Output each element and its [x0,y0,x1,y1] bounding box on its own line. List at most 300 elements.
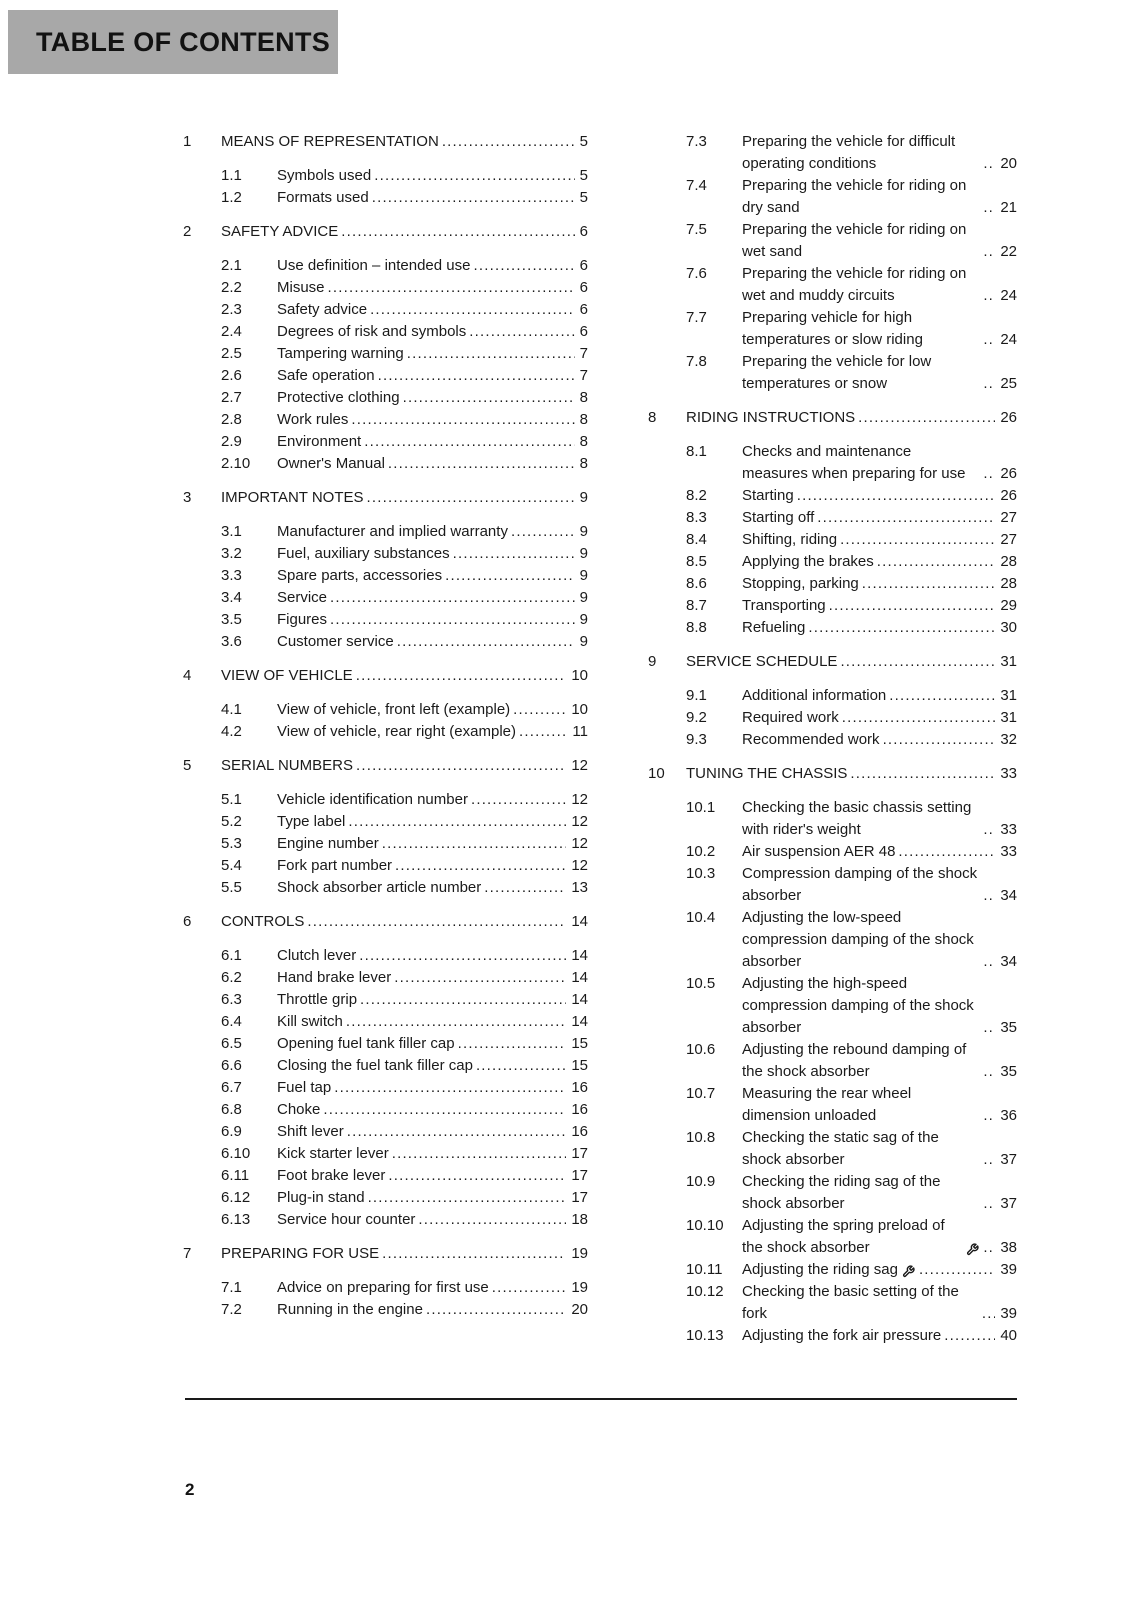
entry-page: 27 [1000,531,1017,548]
entry-title: Additional information [742,687,887,704]
toc-subentry-row [183,721,588,743]
footer-divider [185,1398,1017,1400]
entry-title: Checking the basic chassis setting with rider's weight [742,799,972,838]
entry-page: 26 [1000,409,1017,426]
dot-leader [817,507,995,529]
dot-leader [469,321,574,343]
entry-title: Service hour counter [277,1211,416,1228]
entry-body [686,651,1017,673]
dot-leader [341,221,574,243]
entry-number: 4.2 [221,723,242,740]
dot-leader [382,833,567,855]
entry-body [277,1055,588,1077]
dot-leader [442,131,575,153]
entry-number: 10.11 [686,1261,723,1278]
dot-leader [883,729,996,751]
entry-title: Manufacturer and implied warranty [277,523,508,540]
entry-title: Environment [277,433,362,450]
entry-page: 9 [579,589,588,606]
entry-body [277,989,588,1011]
entry-page: 24 [1000,287,1017,304]
entry-title: Running in the engine [277,1301,423,1318]
entry-body [742,1215,1017,1259]
entry-title: CONTROLS [221,913,305,930]
toc-chapter-row [183,911,588,933]
entry-title: Foot brake lever [277,1167,386,1184]
entry-page: 20 [571,1301,588,1318]
entry-title: RIDING INSTRUCTIONS [686,409,856,426]
entry-title: Plug-in stand [277,1189,365,1206]
entry-body [221,911,588,933]
entry-body [277,631,588,653]
entry-title: SAFETY ADVICE [221,223,339,240]
entry-page: 8 [579,389,588,406]
dot-leader [983,285,995,307]
toc-subentry-row [648,617,1017,639]
toc-subentry-row [183,587,588,609]
entry-number: 2 [183,223,192,240]
entry-number: 6.6 [221,1057,242,1074]
dot-leader [382,1243,566,1265]
entry-number: 7.5 [686,221,707,238]
entry-page: 8 [579,455,588,472]
dot-leader [919,1259,995,1281]
entry-title: Adjusting the high-speed compression damping of the shock absorber [742,975,974,1036]
entry-number: 6.2 [221,969,242,986]
entry-number: 8.1 [686,443,707,460]
entry-number: 6.3 [221,991,242,1008]
entry-number: 10.9 [686,1173,716,1190]
entry-number: 10.7 [686,1085,716,1102]
entry-number: 6.1 [221,947,242,964]
entry-body [277,587,588,609]
entry-page: 12 [571,835,588,852]
toc-subentry-row [183,945,588,967]
entry-page: 38 [1000,1239,1017,1256]
entry-page: 15 [571,1057,588,1074]
entry-number: 5.5 [221,879,242,896]
dot-leader [328,277,575,299]
entry-page: 28 [1000,575,1017,592]
entry-number: 10.6 [686,1041,716,1058]
entry-body [221,131,588,153]
dot-leader [351,409,574,431]
entry-title: Spare parts, accessories [277,567,443,584]
dot-leader [840,651,995,673]
entry-page: 22 [1000,243,1017,260]
entry-title: Preparing the vehicle for riding on dry sand [742,177,967,216]
toc-subentry-row [183,877,588,899]
toc-subentry-row [648,907,1017,973]
entry-title: Adjusting the spring preload of the shock absorber [742,1217,945,1256]
entry-body [277,365,588,387]
entry-number: 5.1 [221,791,242,808]
dot-leader [983,329,995,351]
entry-page: 25 [1000,375,1017,392]
entry-title: Kick starter lever [277,1145,389,1162]
entry-body [277,1033,588,1055]
entry-page: 8 [579,411,588,428]
dot-leader [983,1149,995,1171]
entry-body [742,573,1017,595]
entry-number: 2.9 [221,433,242,450]
entry-number: 4 [183,667,192,684]
toc-subentry-row [648,131,1017,175]
toc-subentry-row [183,1143,588,1165]
entry-page: 32 [1000,731,1017,748]
dot-leader [397,631,575,653]
entry-body [742,863,1017,907]
dot-leader [445,565,575,587]
entry-page: 6 [579,223,588,240]
entry-page: 12 [571,791,588,808]
entry-page: 12 [571,857,588,874]
entry-page: 17 [571,1189,588,1206]
entry-icon [966,1243,979,1256]
entry-page: 14 [571,1013,588,1030]
entry-number: 1.1 [221,167,242,184]
entry-number: 8.2 [686,487,707,504]
dot-leader [388,1165,566,1187]
toc-subentry-row [183,543,588,565]
page-title: TABLE OF CONTENTS [36,26,331,57]
dot-leader [840,529,995,551]
entry-title: Clutch lever [277,947,357,964]
entry-body [277,1165,588,1187]
entry-body [277,1187,588,1209]
entry-page: 33 [1000,765,1017,782]
entry-title: Protective clothing [277,389,400,406]
dot-leader [983,1237,995,1259]
entry-title: Closing the fuel tank filler cap [277,1057,473,1074]
entry-page: 16 [571,1101,588,1118]
toc-subentry-row [183,1033,588,1055]
entry-page: 5 [579,133,588,150]
entry-title: Shifting, riding [742,531,838,548]
entry-number: 8.5 [686,553,707,570]
entry-title: Choke [277,1101,321,1118]
entry-title: Misuse [277,279,325,296]
toc-subentry-row [183,1299,588,1321]
entry-number: 10.4 [686,909,716,926]
toc-subentry-row [183,343,588,365]
toc-subentry-row [183,1099,588,1121]
dot-leader [367,487,575,509]
dot-leader [982,1303,995,1325]
toc-subentry-row [183,453,588,475]
dot-leader [395,855,566,877]
entry-page: 9 [579,567,588,584]
entry-title: Checking the basic setting of the fork [742,1283,959,1322]
entry-body [277,967,588,989]
dot-leader [372,187,575,209]
entry-number: 8 [648,409,657,426]
entry-body [742,529,1017,551]
dot-leader [983,373,995,395]
entry-number: 10 [648,765,665,782]
entry-body [277,1011,588,1033]
toc-subentry-row [648,529,1017,551]
entry-title: Measuring the rear wheel dimension unloaded [742,1085,912,1124]
entry-body [277,877,588,899]
toc-subentry-row [648,595,1017,617]
entry-page: 29 [1000,597,1017,614]
entry-page: 39 [1000,1305,1017,1322]
entry-title: Stopping, parking [742,575,859,592]
toc-subentry-row [648,729,1017,751]
toc-subentry-row [183,165,588,187]
toc-subentry-row [648,973,1017,1039]
dot-leader [829,595,996,617]
entry-title: Adjusting the riding sag [742,1261,898,1278]
dot-leader [471,789,566,811]
toc-subentry-row [648,1171,1017,1215]
entry-page: 31 [1000,709,1017,726]
entry-body [277,299,588,321]
entry-number: 2.10 [221,455,251,472]
entry-page: 27 [1000,509,1017,526]
entry-page: 6 [579,301,588,318]
entry-title: Preparing the vehicle for low temperatures or snow [742,353,932,392]
toc-chapter-row [183,221,588,243]
toc-chapter-row [648,651,1017,673]
entry-body [742,907,1017,973]
entry-page: 13 [571,879,588,896]
entry-number: 7.8 [686,353,707,370]
dot-leader [407,343,575,365]
entry-number: 1.2 [221,189,242,206]
toc-subentry-row [183,431,588,453]
toc-subentry-row [648,797,1017,841]
entry-title: Degrees of risk and symbols [277,323,467,340]
entry-title: Compression damping of the shock absorber [742,865,978,904]
dot-leader [983,819,995,841]
entry-number: 6.7 [221,1079,242,1096]
toc-subentry-row [183,1187,588,1209]
dot-leader [850,763,995,785]
entry-page: 30 [1000,619,1017,636]
entry-title: Adjusting the rebound damping of the shock absorber [742,1041,967,1080]
dot-leader [983,1193,995,1215]
entry-page: 10 [571,667,588,684]
entry-body [742,707,1017,729]
entry-body [277,387,588,409]
entry-page: 37 [1000,1195,1017,1212]
dot-leader [359,945,566,967]
entry-page: 33 [1000,821,1017,838]
dot-leader [983,1105,995,1127]
entry-number: 7 [183,1245,192,1262]
entry-body [742,131,1017,175]
toc-subentry-row [648,1325,1017,1347]
entry-title: Applying the brakes [742,553,874,570]
entry-number: 3.3 [221,567,242,584]
toc-subentry-row [183,1165,588,1187]
entry-page: 26 [1000,487,1017,504]
entry-title: Type label [277,813,346,830]
dot-leader [426,1299,566,1321]
entry-page: 19 [571,1245,588,1262]
entry-number: 3 [183,489,192,506]
entry-page: 26 [1000,465,1017,482]
entry-body [277,565,588,587]
toc-subentry-row [648,175,1017,219]
entry-page: 31 [1000,653,1017,670]
entry-body [742,729,1017,751]
toc-subentry-row [648,263,1017,307]
dot-leader [862,573,996,595]
dot-leader [898,841,995,863]
toc-subentry-row [183,1277,588,1299]
entry-title: Safety advice [277,301,368,318]
entry-page: 11 [572,723,588,740]
entry-title: Customer service [277,633,394,650]
toc-subentry-row [183,631,588,653]
entry-body [277,945,588,967]
dot-leader [453,543,575,565]
entry-page: 6 [579,257,588,274]
entry-title: Fuel, auxiliary substances [277,545,450,562]
table-of-contents [183,131,1017,1347]
dot-leader [458,1033,567,1055]
entry-body [277,343,588,365]
entry-title: Fork part number [277,857,393,874]
dot-leader [983,241,995,263]
entry-body [686,407,1017,429]
entry-body [686,763,1017,785]
dot-leader [394,967,566,989]
entry-number: 8.7 [686,597,707,614]
toc-subentry-row [648,351,1017,395]
entry-number: 7.1 [221,1279,242,1296]
entry-number: 10.1 [686,799,716,816]
entry-title: Formats used [277,189,369,206]
entry-page: 10 [571,701,588,718]
dot-leader [484,877,566,899]
entry-title: Checks and maintenance measures when preparing for use [742,443,966,482]
entry-page: 36 [1000,1107,1017,1124]
entry-number: 2.4 [221,323,242,340]
entry-number: 10.2 [686,843,716,860]
entry-body [277,721,588,743]
entry-page: 7 [579,345,588,362]
entry-title: Tampering warning [277,345,404,362]
entry-page: 9 [579,611,588,628]
entry-page: 24 [1000,331,1017,348]
dot-leader [983,463,995,485]
entry-number: 2.2 [221,279,242,296]
toc-subentry-row [183,967,588,989]
entry-body [742,1325,1017,1347]
toc-subentry-row [183,1209,588,1231]
entry-number: 2.3 [221,301,242,318]
toc-chapter-row [183,131,588,153]
toc-subentry-row [183,1121,588,1143]
entry-title: Figures [277,611,328,628]
entry-page: 33 [1000,843,1017,860]
entry-title: IMPORTANT NOTES [221,489,364,506]
dot-leader [307,911,566,933]
dot-leader [364,431,574,453]
entry-number: 8.6 [686,575,707,592]
entry-page: 16 [571,1123,588,1140]
toc-subentry-row [648,1127,1017,1171]
entry-body [742,595,1017,617]
dot-leader [368,1187,567,1209]
entry-body [742,351,1017,395]
toc-subentry-row [648,507,1017,529]
toc-subentry-row [183,855,588,877]
entry-title: PREPARING FOR USE [221,1245,380,1262]
entry-body [277,1277,588,1299]
toc-subentry-row [183,299,588,321]
toc-subentry-row [183,321,588,343]
entry-page: 9 [579,489,588,506]
wrench-icon [902,1265,915,1278]
entry-number: 10.10 [686,1217,724,1234]
dot-leader [983,1017,995,1039]
entry-number: 5.2 [221,813,242,830]
entry-page: 39 [1000,1261,1017,1278]
entry-title: Preparing vehicle for high temperatures or slow riding [742,309,923,348]
entry-body [277,789,588,811]
entry-title: Owner's Manual [277,455,385,472]
entry-body [742,507,1017,529]
entry-title: Fuel tap [277,1079,332,1096]
entry-body [742,797,1017,841]
dot-leader [877,551,996,573]
toc-subentry-row [648,1083,1017,1127]
entry-title: Preparing the vehicle for riding on wet and muddy circuits [742,265,967,304]
entry-body [742,551,1017,573]
footer-page-number: 2 [185,1480,195,1499]
entry-page: 28 [1000,553,1017,570]
entry-number: 10.5 [686,975,716,992]
toc-subentry-row [183,699,588,721]
entry-body [277,521,588,543]
dot-leader [347,1121,567,1143]
entry-title: Recommended work [742,731,880,748]
entry-title: Preparing the vehicle for riding on wet sand [742,221,967,260]
entry-page: 34 [1000,953,1017,970]
entry-page: 34 [1000,887,1017,904]
entry-number: 9.3 [686,731,707,748]
entry-number: 2.6 [221,367,242,384]
dot-leader [378,365,575,387]
entry-page: 6 [579,279,588,296]
toc-subentry-row [648,573,1017,595]
toc-subentry-row [183,521,588,543]
entry-number: 5.3 [221,835,242,852]
dot-leader [418,1209,566,1231]
entry-body [277,811,588,833]
entry-title: VIEW OF VEHICLE [221,667,353,684]
entry-page: 9 [579,633,588,650]
entry-page: 19 [571,1279,588,1296]
entry-title: Symbols used [277,167,372,184]
dot-leader [370,299,575,321]
dot-leader [330,609,575,631]
dot-leader [511,521,575,543]
toc-subentry-row [183,989,588,1011]
entry-page: 12 [571,813,588,830]
entry-body [742,1259,1017,1281]
toc-subentry-row [648,863,1017,907]
entry-title: Engine number [277,835,379,852]
toc-subentry-row [183,255,588,277]
toc-chapter-row [648,763,1017,785]
entry-title: Vehicle identification number [277,791,468,808]
